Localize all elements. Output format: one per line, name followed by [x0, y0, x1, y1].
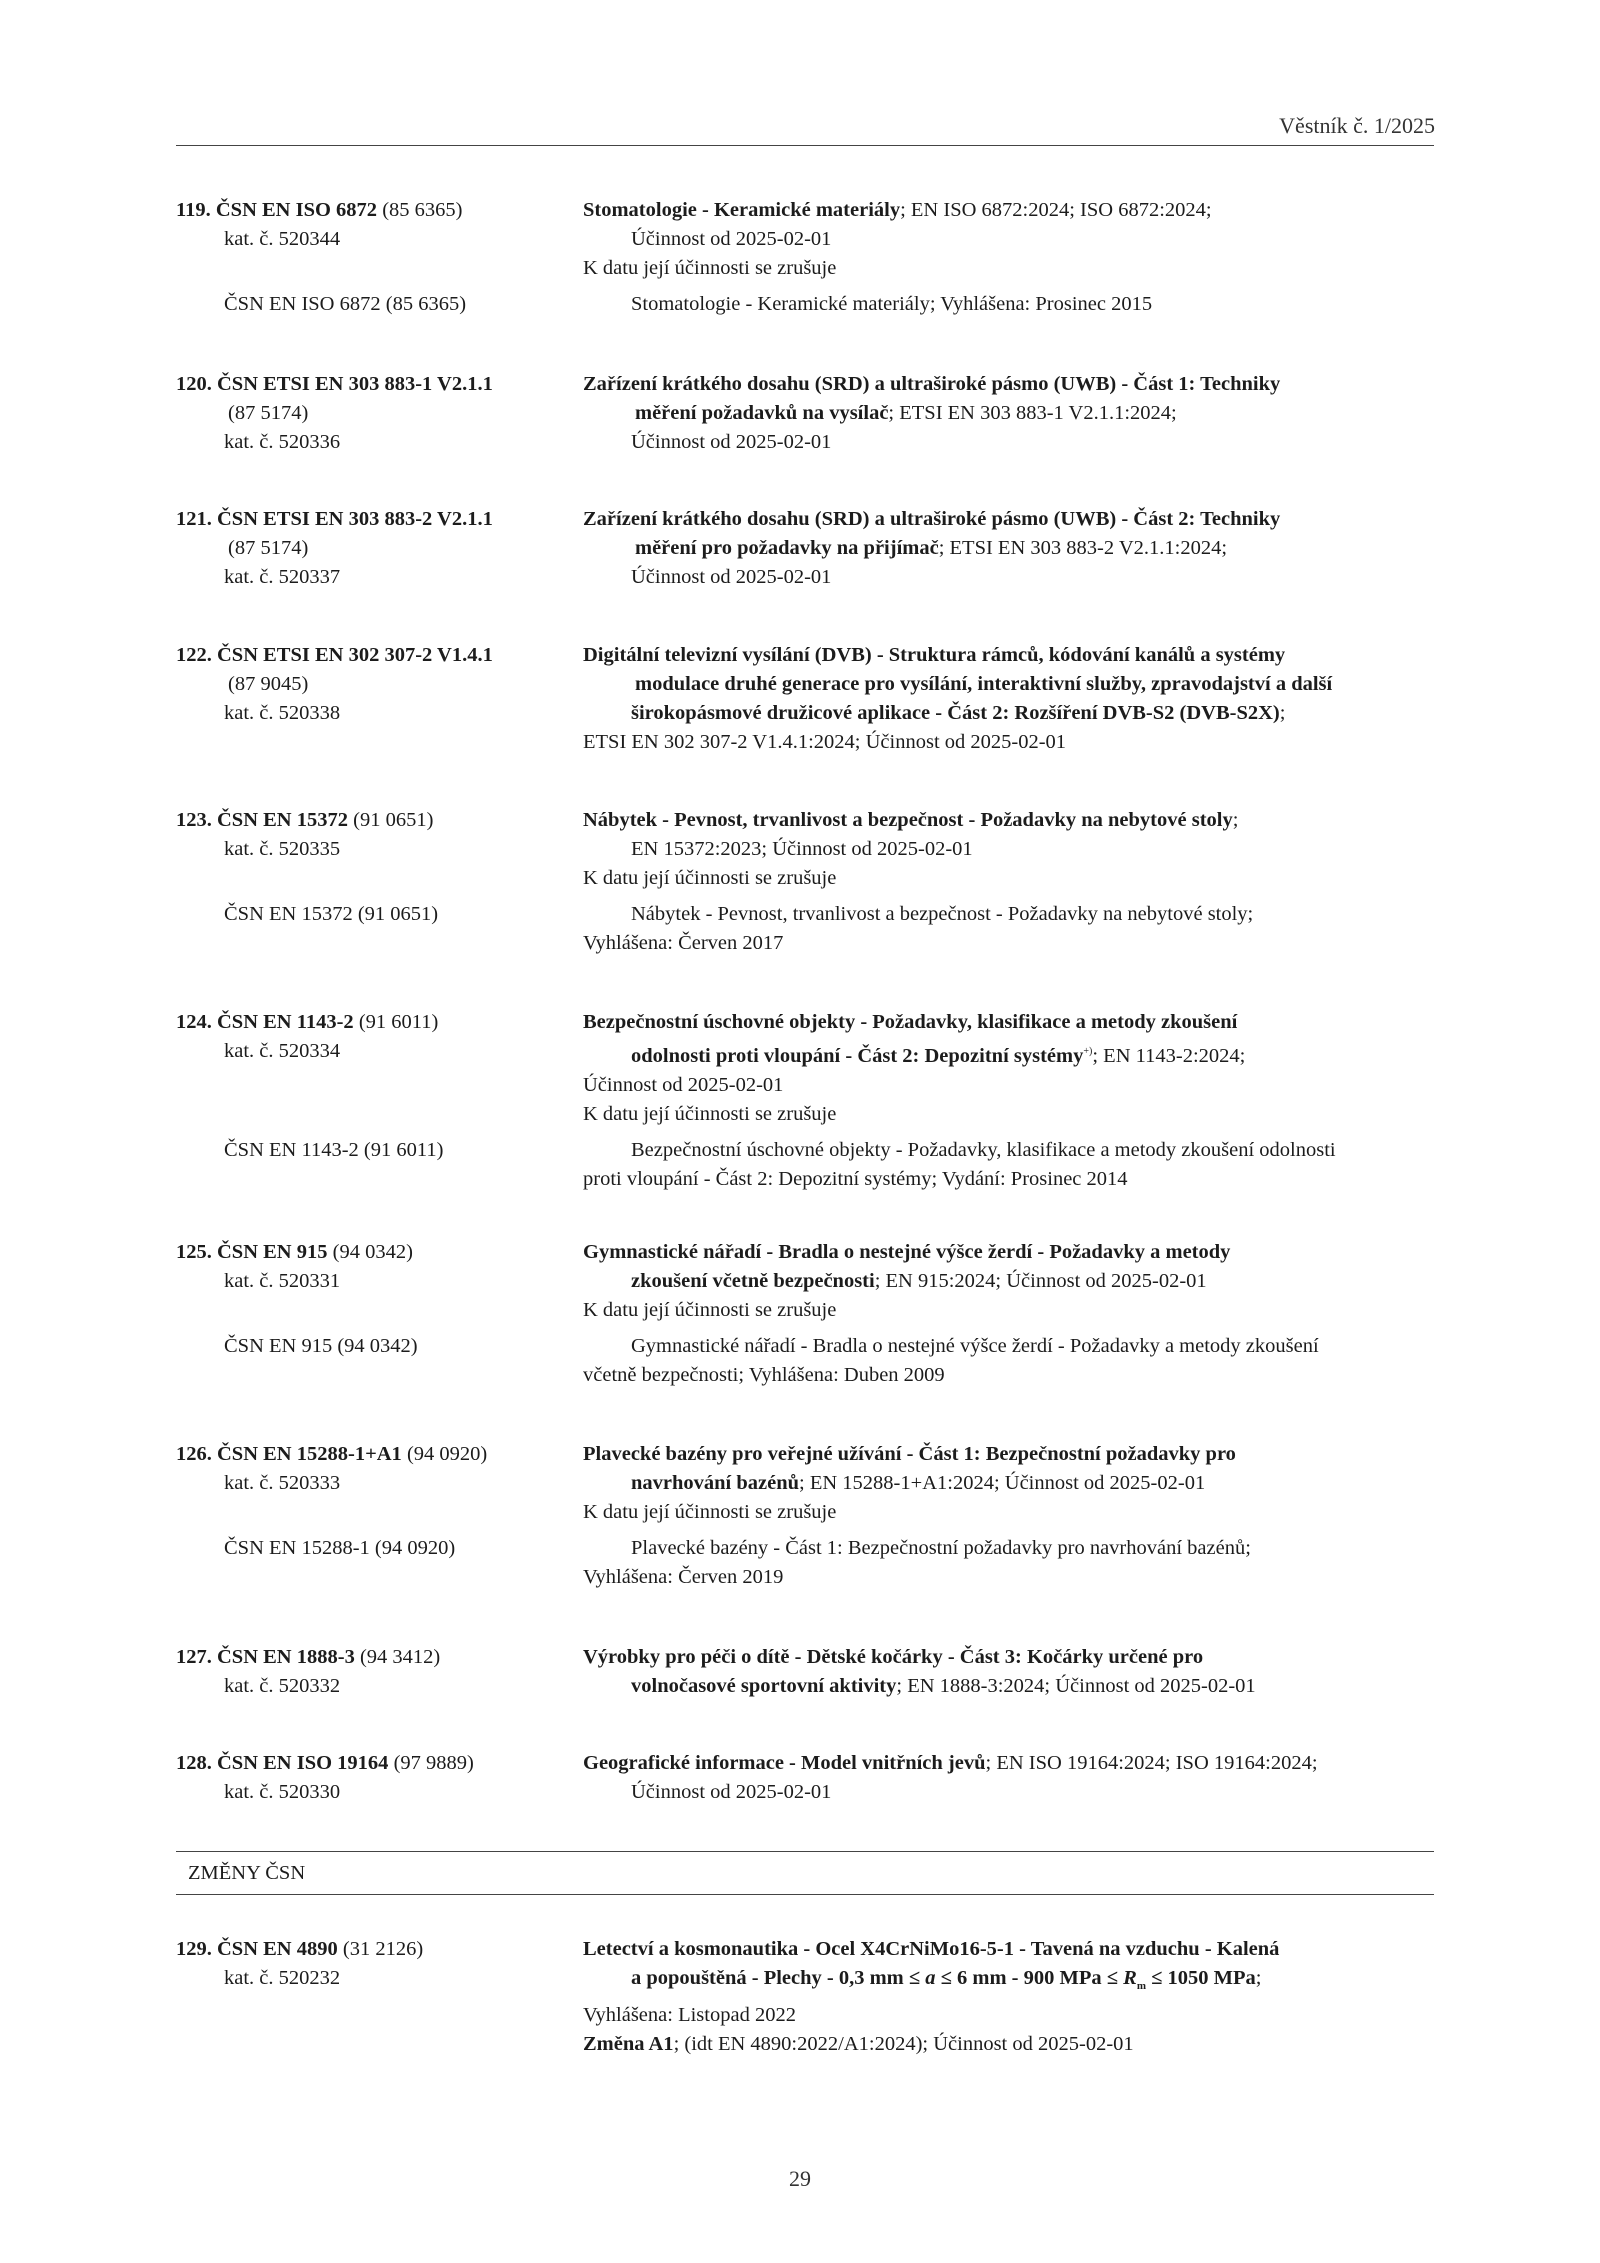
standard-title-cont: modulace druhé generace pro vysílání, interaktivní služby, zpravodajství a další [635, 673, 1333, 695]
standard-title-cont: měření pro požadavky na přijímač [635, 537, 939, 559]
section-header [176, 1851, 1434, 1895]
standard-title-cont: navrhování bazénů [631, 1472, 800, 1494]
standard-title: Letectví a kosmonautika - Ocel X4CrNiMo16-5-1 - Tavená na vzduchu - Kalená [583, 1938, 1280, 1960]
title-part: ≤ 6 mm - 900 MPa ≤ [935, 1967, 1124, 1989]
standard-refs: ; EN 915:2024; Účinnost od 2025-02-01 [874, 1270, 1207, 1292]
standard-code: ČSN EN 15372 [217, 809, 348, 831]
catalog-number: kat. č. 520330 [224, 1781, 341, 1803]
standard-refs: ; EN ISO 19164:2024; ISO 19164:2024; [985, 1752, 1318, 1774]
title-variable-a: a [925, 1967, 936, 1989]
catalog-number: kat. č. 520335 [224, 838, 341, 860]
entry-123 [176, 806, 1436, 958]
standard-title: Geografické informace - Model vnitřních jevů [583, 1752, 986, 1774]
withdrawn-standard-date: včetně bezpečnosti; Vyhlášena: Duben 2009 [583, 1364, 945, 1386]
standard-refs: ; EN 1143-2:2024; [1092, 1044, 1246, 1067]
catalog-number: kat. č. 520334 [224, 1040, 341, 1062]
withdrawal-note: K datu její účinnosti se zrušuje [583, 1102, 837, 1125]
standard-title-cont: zkoušení včetně bezpečnosti [631, 1270, 875, 1292]
standard-title-cont [631, 1967, 1256, 1993]
standard-refs: ; ETSI EN 303 883-1 V2.1.1:2024; [888, 402, 1177, 424]
standard-title: Výrobky pro péči o dítě - Dětské kočárky - Část 3: Kočárky určené pro [583, 1646, 1204, 1668]
effective-date: Účinnost od 2025-02-01 [583, 1073, 784, 1096]
entry-124 [176, 1008, 1436, 1194]
entry-number: 123. [176, 809, 212, 831]
standard-code: ČSN EN 1143-2 [217, 1011, 354, 1033]
entry-number: 122. [176, 644, 212, 666]
header-rule [176, 145, 1434, 146]
class-code: (91 6011) [358, 1011, 439, 1033]
title-part: a popouštěná - Plechy - 0,3 mm ≤ [631, 1967, 926, 1989]
standard-code: ČSN EN 4890 [217, 1938, 338, 1960]
standard-title-cont: širokopásmové družicové aplikace - Část 2: Rozšíření DVB-S2 (DVB-S2X) [631, 702, 1280, 724]
standard-title: Nábytek - Pevnost, trvanlivost a bezpečnost - Požadavky na nebytové stoly [583, 809, 1233, 831]
separator: ; [1232, 809, 1239, 831]
entry-number: 124. [176, 1011, 212, 1033]
withdrawal-note: K datu její účinnosti se zrušuje [583, 1501, 837, 1523]
standard-code: ČSN EN 915 [217, 1241, 328, 1263]
title-part: ≤ 1050 MPa [1145, 1967, 1256, 1989]
entry-number: 128. [176, 1752, 212, 1774]
catalog-number: kat. č. 520332 [224, 1675, 341, 1697]
effective-date: Účinnost od 2025-02-01 [631, 566, 832, 588]
entry-125 [176, 1238, 1436, 1390]
entry-121 [176, 505, 1436, 592]
standard-title: Gymnastické nářadí - Bradla o nestejné výšce žerdí - Požadavky a metody [583, 1241, 1231, 1263]
withdrawal-note: K datu její účinnosti se zrušuje [583, 867, 837, 889]
withdrawn-standard-title: Gymnastické nářadí - Bradla o nestejné výšce žerdí - Požadavky a metody zkoušení [631, 1335, 1319, 1357]
announced-date: Vyhlášena: Listopad 2022 [583, 2004, 796, 2027]
standard-refs: ; EN ISO 6872:2024; ISO 6872:2024; [900, 199, 1212, 221]
withdrawn-standard-date: Vyhlášena: Červen 2017 [583, 932, 784, 954]
standard-code: ČSN ETSI EN 303 883-1 V2.1.1 [217, 373, 493, 395]
standard-refs: EN 15372:2023; Účinnost od 2025-02-01 [631, 838, 973, 860]
withdrawn-standard-code: ČSN EN 15288-1 (94 0920) [224, 1537, 456, 1559]
page-number: 29 [789, 2166, 811, 2191]
standard-title: Plavecké bazény pro veřejné užívání - Část 1: Bezpečnostní požadavky pro [583, 1443, 1236, 1465]
title-variable-r: R [1123, 1967, 1137, 1989]
standard-code: ČSN EN 1888-3 [217, 1646, 355, 1668]
catalog-number: kat. č. 520344 [224, 228, 341, 250]
entry-119 [176, 196, 1436, 319]
class-code: (94 3412) [359, 1646, 441, 1668]
standard-code: ČSN EN ISO 6872 [215, 199, 378, 221]
withdrawn-standard-date: Vyhlášena: Červen 2019 [583, 1566, 784, 1588]
catalog-number: kat. č. 520338 [224, 702, 341, 724]
standard-title-cont: odolnosti proti vloupání - Část 2: Depozitní systémy [631, 1044, 1084, 1067]
entry-number: 126. [176, 1443, 212, 1465]
entry-number: 127. [176, 1646, 212, 1668]
class-code: (87 9045) [228, 673, 309, 695]
separator: ; [1279, 702, 1286, 724]
standard-code: ČSN EN ISO 19164 [217, 1752, 389, 1774]
catalog-number: kat. č. 520336 [224, 431, 341, 453]
withdrawn-standard-title: Nábytek - Pevnost, trvanlivost a bezpečnost - Požadavky na nebytové stoly; [631, 903, 1254, 925]
standard-refs: ; ETSI EN 303 883-2 V2.1.1:2024; [938, 537, 1228, 559]
effective-date: Účinnost od 2025-02-01 [631, 1781, 832, 1803]
standard-title: Digitální televizní vysílání (DVB) - Struktura rámců, kódování kanálů a systémy [583, 644, 1286, 666]
standard-refs: ; EN 1888-3:2024; Účinnost od 2025-02-01 [896, 1675, 1256, 1697]
class-code: (94 0342) [332, 1241, 413, 1263]
class-code: (94 0920) [406, 1443, 488, 1465]
entry-number: 121. [176, 508, 212, 530]
standard-title: Zařízení krátkého dosahu (SRD) a ultraširoké pásmo (UWB) - Část 1: Techniky [583, 373, 1281, 395]
effective-date: Účinnost od 2025-02-01 [631, 228, 832, 250]
class-code: (87 5174) [228, 537, 309, 559]
standard-title: Zařízení krátkého dosahu (SRD) a ultraširoké pásmo (UWB) - Část 2: Techniky [583, 508, 1281, 530]
entry-number: 129. [176, 1938, 212, 1960]
standard-title: Stomatologie - Keramické materiály [583, 199, 901, 221]
separator: ; [1255, 1967, 1262, 1989]
withdrawn-standard-date: proti vloupání - Část 2: Depozitní systémy; Vydání: Prosinec 2014 [583, 1167, 1128, 1190]
standard-code: ČSN ETSI EN 303 883-2 V2.1.1 [217, 508, 493, 530]
amendment-label: Změna A1 [583, 2033, 674, 2056]
standard-code: ČSN ETSI EN 302 307-2 V1.4.1 [217, 644, 493, 666]
withdrawn-standard-title: Plavecké bazény - Část 1: Bezpečnostní požadavky pro navrhování bazénů; [631, 1537, 1251, 1559]
catalog-number: kat. č. 520232 [224, 1967, 341, 1989]
withdrawal-note: K datu její účinnosti se zrušuje [583, 1299, 837, 1321]
withdrawn-standard-code: ČSN EN 1143-2 (91 6011) [224, 1138, 444, 1161]
withdrawn-standard-code: ČSN EN ISO 6872 (85 6365) [224, 293, 467, 315]
class-code: (85 6365) [382, 199, 463, 221]
class-code: (97 9889) [393, 1752, 474, 1774]
standard-refs: ETSI EN 302 307-2 V1.4.1:2024; Účinnost od 2025-02-01 [583, 731, 1067, 753]
standard-title-cont: volnočasové sportovní aktivity [631, 1675, 897, 1697]
withdrawn-standard-title: Bezpečnostní úschovné objekty - Požadavky, klasifikace a metody zkoušení odolnosti [631, 1138, 1336, 1161]
withdrawn-standard-code: ČSN EN 15372 (91 0651) [224, 903, 439, 925]
class-code: (91 0651) [353, 809, 434, 831]
withdrawn-standard-code: ČSN EN 915 (94 0342) [224, 1335, 418, 1357]
entry-number: 125. [176, 1241, 212, 1263]
entry-128 [176, 1749, 1436, 1807]
title-subscript: m [1136, 1980, 1146, 1993]
class-code: (87 5174) [228, 402, 309, 424]
class-code: (31 2126) [342, 1938, 424, 1960]
entry-number: 119. [176, 199, 211, 221]
entry-127 [176, 1643, 1436, 1701]
standard-refs: ; EN 15288-1+A1:2024; Účinnost od 2025-02-01 [799, 1472, 1206, 1494]
withdrawn-standard-title: Stomatologie - Keramické materiály; Vyhlášena: Prosinec 2015 [631, 293, 1153, 315]
effective-date: Účinnost od 2025-02-01 [631, 431, 832, 453]
section-title: ZMĚNY ČSN [188, 1862, 306, 1884]
footnote-marker: +) [1083, 1046, 1093, 1057]
standard-title-cont: měření požadavků na vysílač [635, 402, 889, 424]
entry-129 [176, 1935, 1436, 2059]
bulletin-header: Věstník č. 1/2025 [1279, 113, 1435, 138]
entry-number: 120. [176, 373, 212, 395]
standard-code: ČSN EN 15288-1+A1 [217, 1443, 402, 1465]
entry-120 [176, 370, 1436, 457]
withdrawal-note: K datu její účinnosti se zrušuje [583, 257, 837, 279]
entry-126 [176, 1440, 1436, 1592]
entry-122 [176, 641, 1436, 757]
standard-title: Bezpečnostní úschovné objekty - Požadavky, klasifikace a metody zkoušení [583, 1011, 1238, 1033]
catalog-number: kat. č. 520337 [224, 566, 341, 588]
catalog-number: kat. č. 520331 [224, 1270, 341, 1292]
amendment-refs: ; (idt EN 4890:2022/A1:2024); Účinnost od 2025-02-01 [673, 2033, 1134, 2056]
catalog-number: kat. č. 520333 [224, 1472, 341, 1494]
